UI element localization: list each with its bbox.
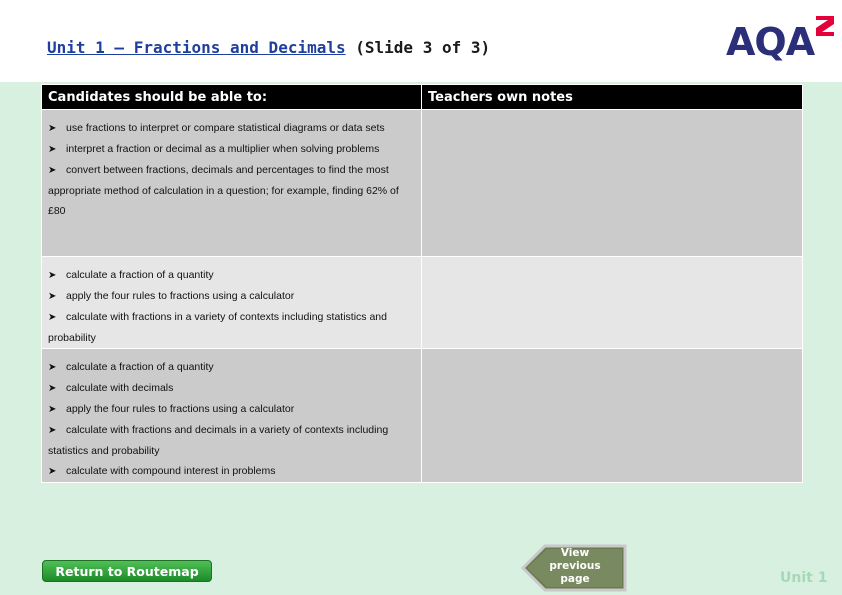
prev-page-label: View previous page: [549, 547, 601, 585]
objectives-table: [41, 84, 803, 483]
list-item: ➤ interpret a fraction or decimal as a multiplier when solving problems: [48, 139, 415, 160]
return-to-routemap-button[interactable]: Return to Routemap: [42, 560, 212, 582]
table-row: [42, 110, 803, 257]
list-item: ➤ calculate with fractions and decimals in a variety of contexts including statistics and probability: [48, 420, 415, 461]
teacher-notes-cell[interactable]: [422, 349, 803, 483]
list-item: ➤ apply the four rules to fractions using a calculator: [48, 399, 415, 420]
title-link[interactable]: Unit 1 – Fractions and Decimals: [47, 38, 346, 57]
arrow-bullet-icon: ➤: [48, 383, 57, 394]
table-row: [42, 257, 803, 349]
title-suffix: (Slide 3 of 3): [345, 38, 491, 57]
unit-label: Unit 1: [780, 570, 828, 586]
arrow-bullet-icon: ➤: [48, 404, 57, 415]
arrow-bullet-icon: ➤: [48, 144, 57, 155]
list-item: ➤ calculate with compound interest in problems: [48, 461, 415, 482]
list-item: ➤ calculate a fraction of a quantity: [48, 265, 415, 286]
column-header-candidates: Candidates should be able to:: [42, 85, 422, 110]
arrow-bullet-icon: ➤: [48, 312, 57, 323]
table-row: [42, 349, 803, 483]
list-item: ➤ apply the four rules to fractions using a calculator: [48, 286, 415, 307]
teacher-notes-cell[interactable]: [422, 257, 803, 349]
slide-title: [47, 38, 490, 57]
list-item: ➤ convert between fractions, decimals and percentages to find the most appropriate method of calculation in a question; for example, finding 62% of £80: [48, 160, 415, 221]
view-previous-page-button[interactable]: [521, 544, 629, 592]
list-item: ➤ calculate with decimals: [48, 378, 415, 399]
logo-text: AQA: [726, 20, 815, 64]
aqa-flag-icon: [814, 14, 836, 44]
objectives-cell: [42, 349, 422, 483]
list-item: ➤ calculate a fraction of a quantity: [48, 357, 415, 378]
arrow-bullet-icon: ➤: [48, 270, 57, 281]
arrow-bullet-icon: ➤: [48, 466, 57, 477]
table-header-row: [42, 85, 803, 110]
objectives-cell: [42, 257, 422, 349]
slide-header: [0, 0, 842, 82]
arrow-bullet-icon: ➤: [48, 362, 57, 373]
arrow-bullet-icon: ➤: [48, 123, 57, 134]
objectives-cell: [42, 110, 422, 257]
arrow-bullet-icon: ➤: [48, 165, 57, 176]
arrow-bullet-icon: ➤: [48, 291, 57, 302]
aqa-logo: [726, 14, 838, 62]
list-item: ➤ calculate with fractions in a variety of contexts including statistics and probability: [48, 307, 415, 348]
teacher-notes-cell[interactable]: [422, 110, 803, 257]
column-header-notes: Teachers own notes: [422, 85, 803, 110]
list-item: ➤ use fractions to interpret or compare statistical diagrams or data sets: [48, 118, 415, 139]
arrow-bullet-icon: ➤: [48, 425, 57, 436]
